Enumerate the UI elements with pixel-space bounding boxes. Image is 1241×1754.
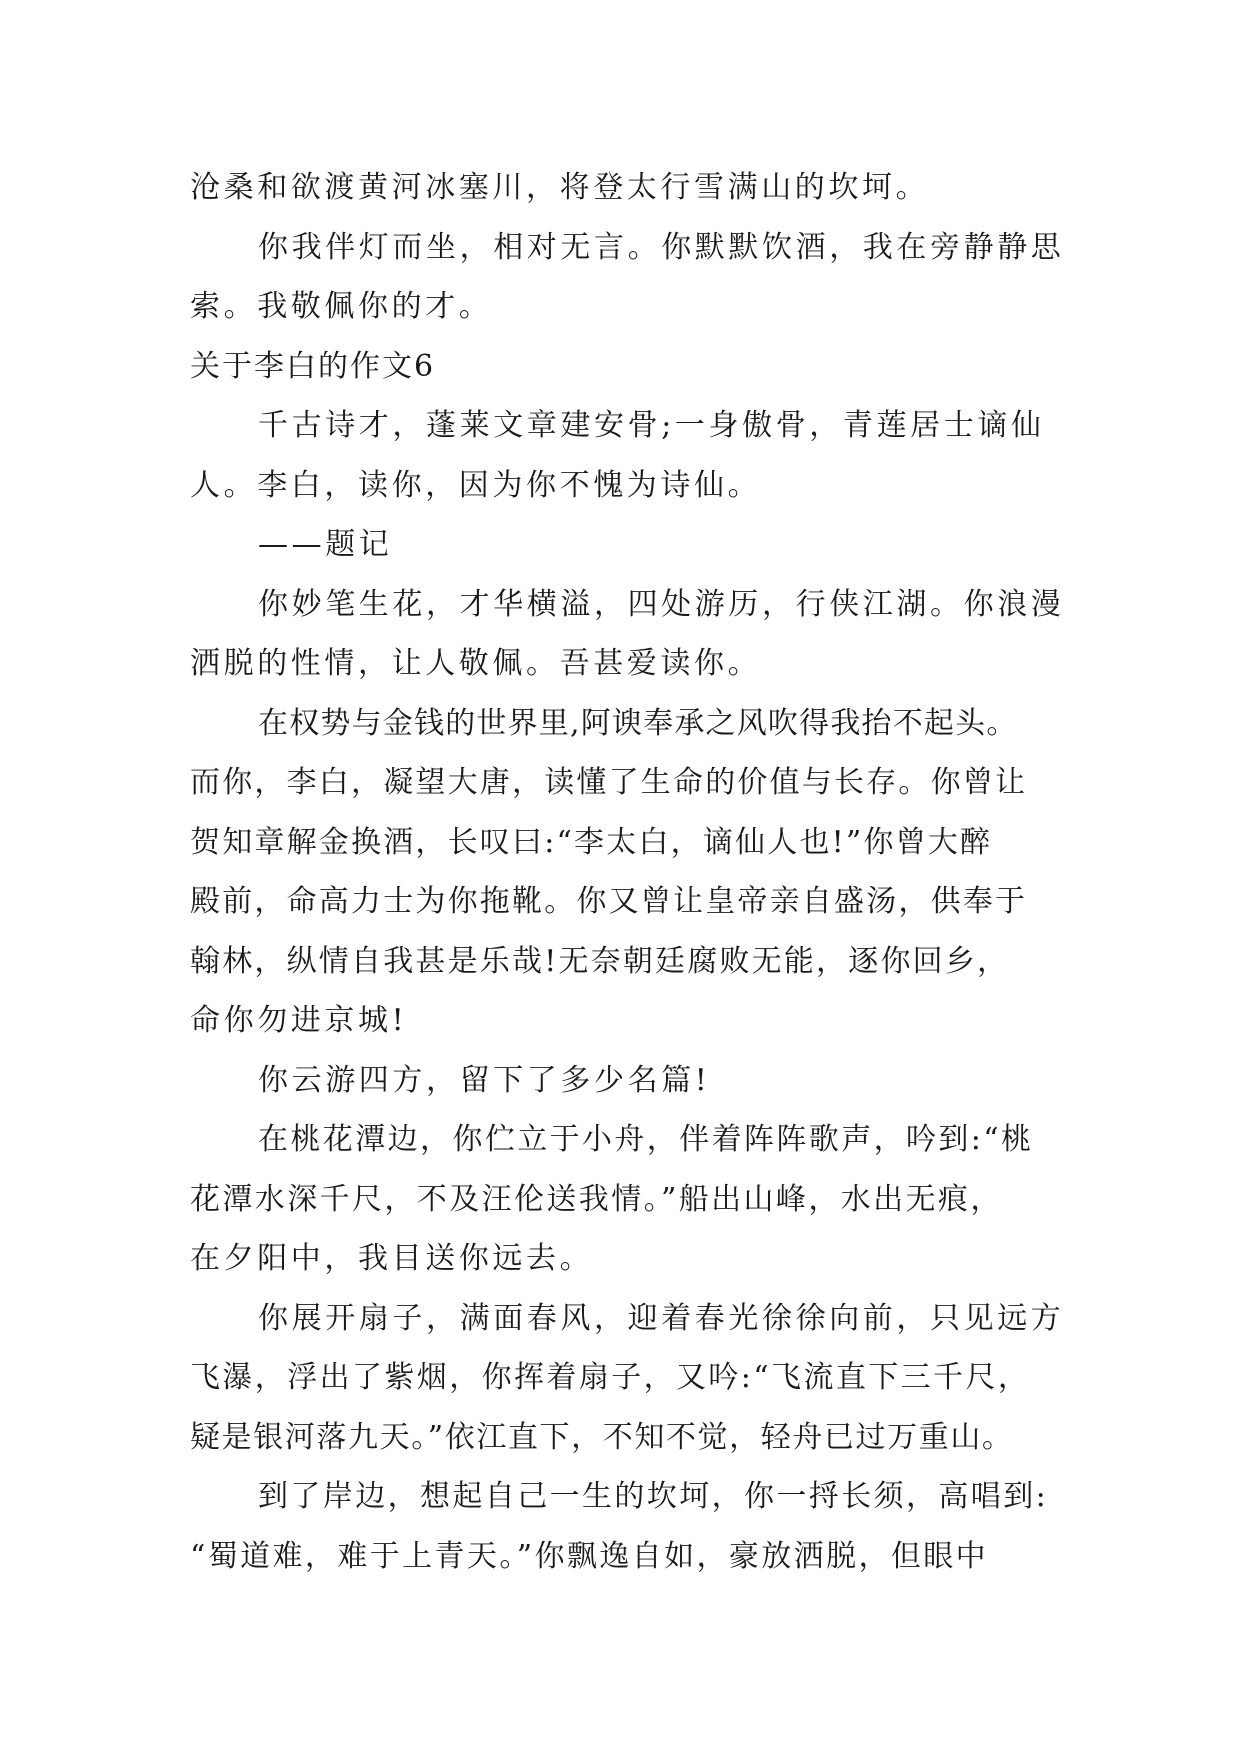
- section-heading: 关于李白的作文6: [190, 348, 436, 384]
- text-line: 在权势与金钱的世界里,阿谀奉承之风吹得我抬不起头。: [258, 705, 1018, 741]
- text-line: 到了岸边，想起自己一生的坎坷，你一捋长须，高唱到:: [258, 1479, 1049, 1514]
- text-line: 你妙笔生花，才华横溢，四处游历，行侠江湖。你浪漫: [258, 586, 1065, 622]
- text-line: 贺知章解金换酒，长叹曰:“李太白，谪仙人也!”你曾大醉: [190, 824, 993, 860]
- text-line: “蜀道难，难于上青天。”你飘逸自如，豪放洒脱，但眼中: [190, 1538, 989, 1574]
- document-page: [190, 158, 1070, 1586]
- text-line: 翰林，纵情自我甚是乐哉!无奈朝廷腐败无能，逐你回乡，: [190, 943, 1010, 979]
- text-line: 疑是银河落九天。”依江直下，不知不觉，轻舟已过万重山。: [190, 1419, 1014, 1455]
- text-line: 你展开扇子，满面春风，迎着春光徐徐向前，只见远方: [258, 1300, 1065, 1336]
- text-line: 你云游四方，留下了多少名篇!: [258, 1062, 711, 1098]
- text-line: 在夕阳中，我目送你远去。: [190, 1241, 594, 1276]
- text-line: 命你勿进京城!: [190, 1003, 408, 1038]
- text-line: 人。李白，读你，因为你不愧为诗仙。: [190, 467, 762, 503]
- text-line: 你我伴灯而坐，相对无言。你默默饮酒，我在旁静静思: [258, 229, 1065, 265]
- text-line: 殿前，命高力士为你拖靴。你又曾让皇帝亲自盛汤，供奉于: [190, 884, 1028, 919]
- text-line: 而你，李白，凝望大唐，读懂了生命的价值与长存。你曾让: [190, 765, 1028, 800]
- text-line: 花潭水深千尺，不及汪伦送我情。”船出山峰，水出无痕，: [190, 1181, 1003, 1217]
- text-line: 飞瀑，浮出了紫烟，你挥着扇子，又吟:“飞流直下三千尺，: [190, 1360, 1031, 1395]
- text-line: 洒脱的性情，让人敬佩。吾甚爱读你。: [190, 646, 762, 681]
- text-line: 千古诗才，蓬莱文章建安骨;一身傲骨，青莲居士谪仙: [258, 408, 1045, 443]
- text-line: 索。我敬佩你的才。: [190, 289, 493, 324]
- epigraph-attribution: ——题记: [258, 527, 393, 562]
- text-line: 在桃花潭边，你伫立于小舟，伴着阵阵歌声，吟到:“桃: [258, 1122, 1034, 1157]
- text-line: 沧桑和欲渡黄河冰塞川，将登太行雪满山的坎坷。: [190, 170, 930, 205]
